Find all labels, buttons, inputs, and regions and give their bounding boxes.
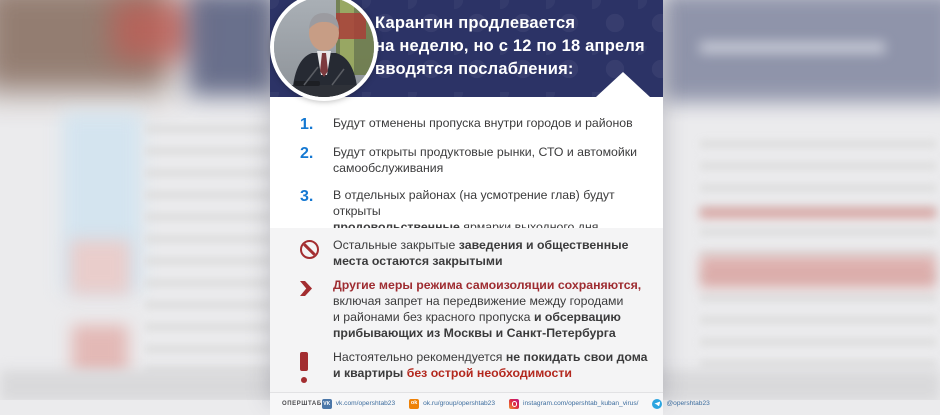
- header-title-line: на неделю, но с 12 по 18 апреля: [375, 37, 645, 56]
- restriction-item: [300, 350, 655, 384]
- text-segment: Настоятельно рекомендуется: [333, 349, 506, 364]
- text-segment: прибывающих из Москвы и Санкт-Петербурга: [333, 325, 616, 340]
- text-segment: и районами без красного пропуска: [333, 309, 534, 324]
- numbered-item: [300, 116, 655, 134]
- text-segment: включая запрет на передвижение между городами: [333, 293, 624, 308]
- text-segment: самообслуживания: [333, 161, 444, 176]
- ok-icon: [409, 399, 419, 409]
- restriction-item: [300, 278, 655, 342]
- chevron-right-icon: [300, 281, 312, 296]
- text-segment: и квартиры: [333, 365, 407, 380]
- governor-portrait-illustration: [274, 0, 374, 97]
- item-text: [333, 278, 655, 342]
- footer-link-label: ok.ru/group/opershtab23: [423, 400, 495, 408]
- text-segment: Будут открыты продуктовые рынки, СТО и автомойки: [333, 145, 638, 160]
- telegram-icon: [652, 399, 662, 409]
- text-segment: Будут отменены пропуска внутри городов и районов: [333, 116, 633, 130]
- header-notch: [596, 72, 650, 97]
- item-text: [333, 116, 655, 134]
- footer-link: [409, 399, 495, 409]
- numbered-item: [300, 145, 655, 177]
- footer-bar: [270, 392, 710, 415]
- header-title-line: вводятся послабления:: [375, 60, 574, 79]
- footer-link-label: instagram.com/opershtab_kuban_virus/: [523, 400, 639, 408]
- item-text: [333, 350, 655, 384]
- exclamation-icon: [300, 352, 308, 384]
- bg-blur-block: [700, 208, 936, 218]
- text-segment: места остаются закрытыми: [333, 253, 503, 268]
- instagram-icon: [509, 399, 519, 409]
- text-segment: В отдельных районах (на усмотрение глав) будут открыты: [333, 188, 615, 219]
- text-segment: без острой необходимости: [406, 365, 572, 380]
- item-number: 2.: [300, 145, 314, 163]
- infographic-card: [270, 0, 710, 408]
- bg-blur-block: [70, 240, 130, 295]
- vk-icon: [322, 399, 332, 409]
- icon-cell: [300, 350, 333, 384]
- bg-blur-block: [72, 325, 128, 375]
- restrictions-list: [270, 228, 663, 392]
- icon-cell: [300, 278, 333, 342]
- item-number: 1.: [300, 116, 314, 133]
- bg-blur-block: [700, 256, 936, 288]
- governor-photo: [270, 0, 378, 101]
- text-segment: заведения и общественные: [458, 238, 629, 252]
- no-entry-icon: [300, 240, 319, 259]
- bg-blur-lines: [145, 125, 271, 375]
- footer-link-label: @opershtab23: [666, 400, 710, 408]
- bg-blur-block: [112, 0, 200, 60]
- numbered-list: [270, 97, 663, 228]
- page-title: [375, 12, 645, 81]
- header-title-line: Карантин продлевается: [375, 14, 576, 32]
- bg-blur-block: [700, 42, 885, 53]
- icon-cell: [300, 238, 333, 270]
- footer-links: [322, 399, 710, 409]
- item-text: [333, 238, 655, 270]
- footer-link: [509, 399, 638, 409]
- text-segment: Остальные закрытые: [333, 238, 459, 252]
- footer-link: [322, 399, 395, 409]
- footer-link-label: vk.com/opershtab23: [335, 400, 396, 408]
- text-segment: и обсервацию: [533, 309, 621, 324]
- item-number: 3.: [300, 188, 314, 206]
- text-segment: не покидать свои дома: [505, 349, 648, 364]
- restriction-item: [300, 238, 655, 270]
- footer-link: [652, 399, 709, 409]
- opershtab-logo: ОПЕРШТАБ: [282, 400, 322, 407]
- text-segment: Другие меры режима самоизоляции сохраняются,: [333, 277, 642, 292]
- bg-blur-block: [188, 0, 276, 96]
- item-text: [333, 145, 655, 177]
- header-banner: [270, 0, 663, 97]
